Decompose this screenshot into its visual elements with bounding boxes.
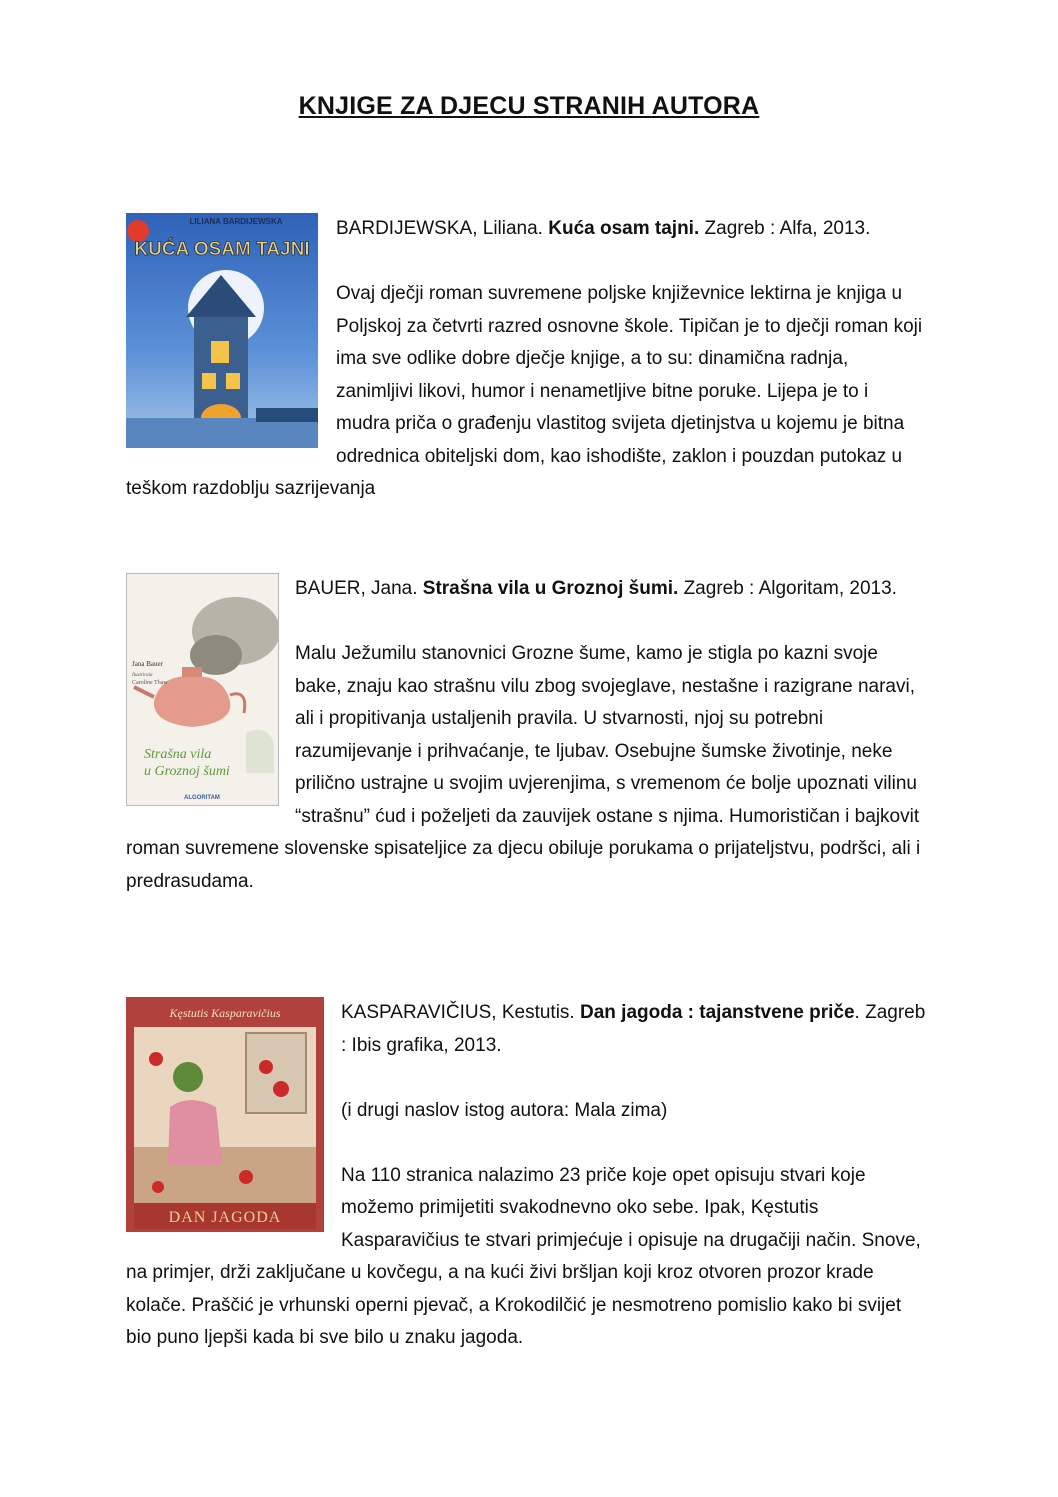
book-cover bbox=[126, 997, 324, 1232]
cover-author: Kęstutis Kasparavičius bbox=[169, 1006, 281, 1020]
book-author: BARDIJEWSKA, Liliana. bbox=[336, 218, 543, 239]
book-cover bbox=[126, 573, 279, 806]
book-title: Dan jagoda : tajanstvene priče bbox=[580, 1002, 855, 1023]
book-note: (i drugi naslov istog autora: Mala zima) bbox=[341, 1099, 668, 1121]
book-title: Strašna vila u Groznoj šumi. bbox=[422, 578, 679, 599]
book-cover-icon bbox=[126, 213, 318, 448]
book-title-suffix: . bbox=[854, 1002, 860, 1023]
book-description: Malu Ježumilu stanovnici Grozne šume, kamo je stigla po kazni svoje bake, znaju kao strašnu vilu zbog svojeglave, nestašne i razigrane naravi, ali i propitivanja ustaljenih pravila. U stvarnosti, njoj su potrebni razumijevanje i prihvaćanje, te ljubav. Osebujne šumske životinje, neke prilično ustrajne u svojim uvjerenjima, s vremenom će bolje upoznati vilinu “strašnu” ćud i poželjeti da zauvijek ostane s njima. Humorističan i bajkovit roman suvremene slovenske spisateljice za djecu obiluje porukama o prijateljstvu, podršci, ali i predrasudama. bbox=[126, 643, 921, 892]
cover-title: Strašna vila bbox=[144, 747, 212, 762]
book-publisher: Zagreb : Alfa, 2013. bbox=[704, 218, 871, 239]
book-author: BAUER, Jana. bbox=[295, 578, 418, 599]
book-entry bbox=[126, 573, 926, 898]
cover-illustrator: Caroline Thaw bbox=[132, 680, 168, 686]
page-title: KNJIGE ZA DJECU STRANIH AUTORA bbox=[298, 92, 760, 120]
book-entry bbox=[126, 213, 926, 506]
cover-illustrator-label: Ilustrirala bbox=[132, 673, 153, 678]
cover-title: KUĆA OSAM TAJNI bbox=[134, 239, 310, 260]
book-entry bbox=[126, 997, 926, 1355]
cover-publisher: ALGORITAM bbox=[184, 795, 220, 801]
cover-title: u Groznoj šumi bbox=[144, 764, 230, 779]
book-description: Ovaj dječji roman suvremene poljske književnice lektirna je knjiga u Poljskoj za četvrti razred osnovne škole. Tipičan je to dječji roman koji ima sve odlike dobre dječje knjige, a to su: dinamična radnja, zanimljivi likovi, humor i nenametljive bitne poruke. Lijepa je to i mudra priča o građenju vlastitog svijeta djetinjstva u kojemu je bitna odrednica obiteljski dom, kao ishodište, zaklon i pouzdan putokaz u teškom razdoblju sazrijevanja bbox=[126, 283, 923, 499]
cover-title: DAN JAGODA bbox=[168, 1209, 282, 1226]
book-cover-icon bbox=[126, 573, 279, 806]
book-cover bbox=[126, 213, 318, 448]
book-author: KASPARAVIČIUS, Kestutis. bbox=[341, 1002, 575, 1023]
book-cover-icon bbox=[126, 997, 324, 1232]
book-title: Kuća osam tajni. bbox=[548, 218, 700, 239]
book-publisher: Zagreb : Ibis grafika, 2013. bbox=[341, 1002, 926, 1056]
book-description: Na 110 stranica nalazimo 23 priče koje opet opisuju stvari koje možemo primijetiti svakodnevno oko sebe. Ipak, Kęstutis Kasparavičius te stvari primjećuje i opisuje na drugačiji način. Snove, na primjer, drži zaključane u kovčegu, a na kući živi bršljan koji kroz otvoren prozor krade kolače. Praščić je vrhunski operni pjevač, a Krokodilčić je nesmotreno pomislio kako bi svijet bio puno ljepši kada bi sve bilo u znaku jagoda. bbox=[126, 1164, 921, 1348]
cover-author: LILIANA BARDIJEWSKA bbox=[189, 217, 283, 226]
book-publisher: Zagreb : Algoritam, 2013. bbox=[683, 578, 897, 599]
cover-author: Jana Bauer bbox=[132, 660, 163, 668]
